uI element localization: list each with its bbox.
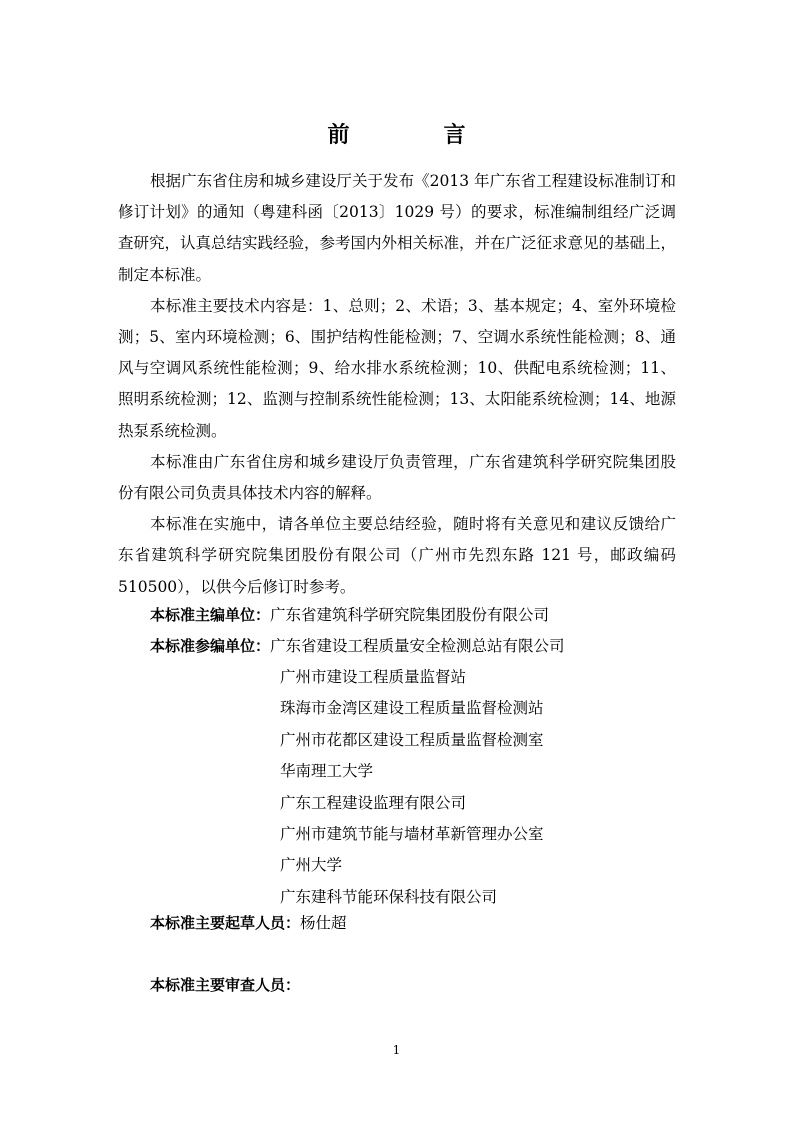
paragraph-contents: 本标准主要技术内容是：1、总则；2、术语；3、基本规定；4、室外环境检测；5、室内环境检测；6、围护结构性能检测；7、空调水系统性能检测；8、通风与空调风系统性能检测；9、给水排水系统检测；10、供配电系统检测；11、照明系统检测；12、监测与控制系统性能检测；13、太阳能系统检测；14、地源热泵系统检测。 [118, 296, 676, 440]
page-title: 前 言 [327, 123, 502, 148]
co-editor-item: 广州市建设工程质量监督站 [280, 668, 467, 686]
co-editor-item: 华南理工大学 [280, 762, 374, 781]
co-editor-item: 珠海市金湾区建设工程质量监督检测站 [280, 699, 544, 718]
co-editor-label: 本标准参编单位： [150, 637, 271, 656]
co-editor-first: 广东省建设工程质量安全检测总站有限公司 [270, 637, 565, 656]
co-editor-item: 广州大学 [280, 856, 343, 875]
co-editor-item: 广州市花都区建设工程质量监督检测室 [280, 730, 544, 749]
chief-editor-value: 广东省建筑科学研究院集团股份有限公司 [270, 606, 550, 624]
paragraph-feedback: 本标准在实施中，请各单位主要总结经验，随时将有关意见和建议反馈给广东省建筑科学研究院集团股份有限公司（广州市先烈东路 121 号，邮政编码 510500），以供今后修订时参考。 [118, 515, 676, 596]
drafters-row [150, 911, 347, 933]
paragraph-basis: 根据广东省住房和城乡建设厅关于发布《2013 年广东省工程建设标准制订和修订计划》的通知（粤建科函〔2013〕1029 号）的要求，标准编制组经广泛调查研究，认真总结实践经验，参考国内外相关标准，并在广泛征求意见的基础上，制定本标准。 [118, 172, 677, 284]
page-number: 1 [392, 1043, 401, 1057]
credits-block [150, 600, 710, 662]
co-editor-item: 广东工程建设监理有限公司 [280, 793, 467, 812]
co-editor-row [150, 631, 710, 662]
paragraph-management: 本标准由广东省住房和城乡建设厅负责管理，广东省建筑科学研究院集团股份有限公司负责具体技术内容的解释。 [118, 452, 676, 503]
reviewers-row [150, 974, 300, 995]
co-editor-item: 广州市建筑节能与墙材革新管理办公室 [280, 825, 544, 844]
drafters-value: 杨仕超 [300, 914, 347, 932]
co-editor-list [280, 662, 544, 913]
preface-body [118, 166, 676, 603]
chief-editor-label: 本标准主编单位： [150, 606, 271, 624]
drafters-label: 本标准主要起草人员： [150, 914, 301, 932]
co-editor-item: 广东建科节能环保科技有限公司 [280, 887, 498, 906]
reviewers-label: 本标准主要审查人员： [150, 976, 301, 994]
chief-editor-row [150, 600, 710, 631]
